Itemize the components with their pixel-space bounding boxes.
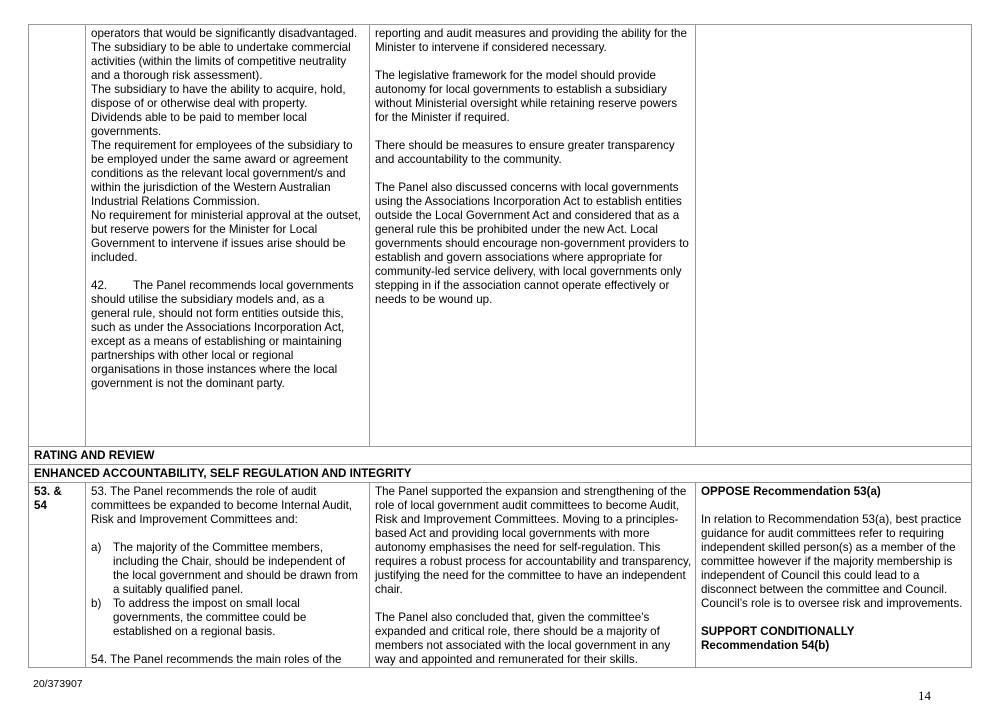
- recommendations-table: [28, 24, 972, 668]
- rationale-paragraph: reporting and audit measures and providing the ability for the Minister to intervene if considered necessary.: [375, 27, 687, 54]
- list-item: [91, 541, 363, 597]
- rationale-paragraph: The Panel also discussed concerns with local governments using the Associations Incorporation Act to establish entities outside the Local Government Act and considered that as a general rule this be prohibited under the new Act. Local governments should encourage non-government providers to establish and govern associations where appropriate for community-led service delivery, with local governments only stepping in if the association cannot operate effectively or needs to be wound up.: [375, 181, 689, 306]
- rationale-paragraph: The Panel also concluded that, given the committee’s expanded and critical role, there should be a majority of members not associated with the local government in any way and appointed and remunerated for their skills.: [375, 611, 671, 666]
- list-item-text: The majority of the Committee members, including the Chair, should be independent of the local government and should be drawn from a suitably qualified panel.: [113, 541, 358, 596]
- recommendation-text-cell: [91, 485, 363, 667]
- section-heading-row: [29, 464, 971, 482]
- recommendation-54-intro: 54. The Panel recommends the main roles of the: [91, 653, 342, 666]
- recommendation-paragraph: The subsidiary to have the ability to acquire, hold, dispose of or otherwise deal with property.: [91, 83, 346, 110]
- position-heading-support: SUPPORT CONDITIONALLY: [701, 625, 855, 638]
- section-heading-rating: RATING AND REVIEW: [34, 449, 155, 462]
- rationale-paragraph: There should be measures to ensure greater transparency and accountability to the community.: [375, 139, 675, 166]
- list-marker: b): [91, 597, 102, 610]
- recommendation-paragraph: The requirement for employees of the subsidiary to be employed under the same award or agreement conditions as the relevant local government/s and within the jurisdiction of the Western Australian Industrial Relations Commission.: [91, 139, 353, 208]
- recommendation-paragraph: No requirement for ministerial approval at the outset, but reserve powers for the Minister for Local Government to intervene if issues arise should be included.: [91, 209, 362, 264]
- recommendation-paragraph: operators that would be significantly disadvantaged.: [91, 27, 358, 40]
- table-row: [29, 482, 971, 667]
- position-heading-support-recommendation: Recommendation 54(b): [701, 639, 830, 652]
- section-heading-row: [29, 446, 971, 464]
- panel-rationale-cell: [375, 27, 693, 446]
- position-heading-oppose: OPPOSE Recommendation 53(a): [701, 485, 881, 498]
- council-position-cell: [701, 485, 966, 667]
- recommendation-paragraph: The subsidiary to be able to undertake commercial activities (within the limits of competitive neutrality and a thorough risk assessment).: [91, 41, 351, 82]
- document-reference: 20/373907: [33, 678, 83, 690]
- section-heading-accountability: ENHANCED ACCOUNTABILITY, SELF REGULATION AND INTEGRITY: [34, 467, 412, 480]
- recommendation-paragraph: Dividends able to be paid to member local governments.: [91, 111, 307, 138]
- recommendation-42-text: The Panel recommends local governments should utilise the subsidiary models and, as a general rule, should not form entities outside this, such as under the Associations Incorporation Act, except as a means of establishing or maintaining partnerships with other local or regional organisations in those instances where the local government is not the dominant party.: [91, 279, 354, 390]
- recommendation-42: [91, 279, 363, 391]
- list-item-text: To address the impost on small local governments, the committee could be established on a regional basis.: [113, 597, 307, 638]
- table-row: [29, 25, 971, 446]
- recommendation-42-number: 42.: [91, 279, 108, 292]
- page-number: 14: [918, 688, 931, 703]
- panel-rationale-cell: [375, 485, 693, 667]
- list-item: [91, 597, 363, 639]
- rationale-paragraph: The legislative framework for the model should provide autonomy for local governments to establish a subsidiary without Ministerial oversight while retaining reserve powers for the Minister if required.: [375, 69, 678, 124]
- recommendation-number: 53. & 54: [34, 485, 62, 512]
- position-paragraph: In relation to Recommendation 53(a), best practice guidance for audit committees refer to requiring independent skilled person(s) as a member of the committee however if the majority membership is independent of Council this could lead to a disconnect between the committee and Council. Council’s role is to oversee risk and improvements.: [701, 513, 963, 610]
- recommendation-text-cell: [91, 27, 363, 446]
- rationale-paragraph: The Panel supported the expansion and strengthening of the role of local government audit committees to become Audit, Risk and Improvement Committees. Moving to a principles-based Act and providing local governments with more autonomy emphasises the need for self-regulation. This requires a robust process for accountability and transparency, justifying the need for the committee to have an independent chair.: [375, 485, 692, 596]
- list-marker: a): [91, 541, 102, 554]
- recommendation-53-intro: 53. The Panel recommends the role of audit committees be expanded to become Internal Audit, Risk and Improvement Committees and:: [91, 485, 353, 526]
- recommendation-53-list: [91, 541, 363, 639]
